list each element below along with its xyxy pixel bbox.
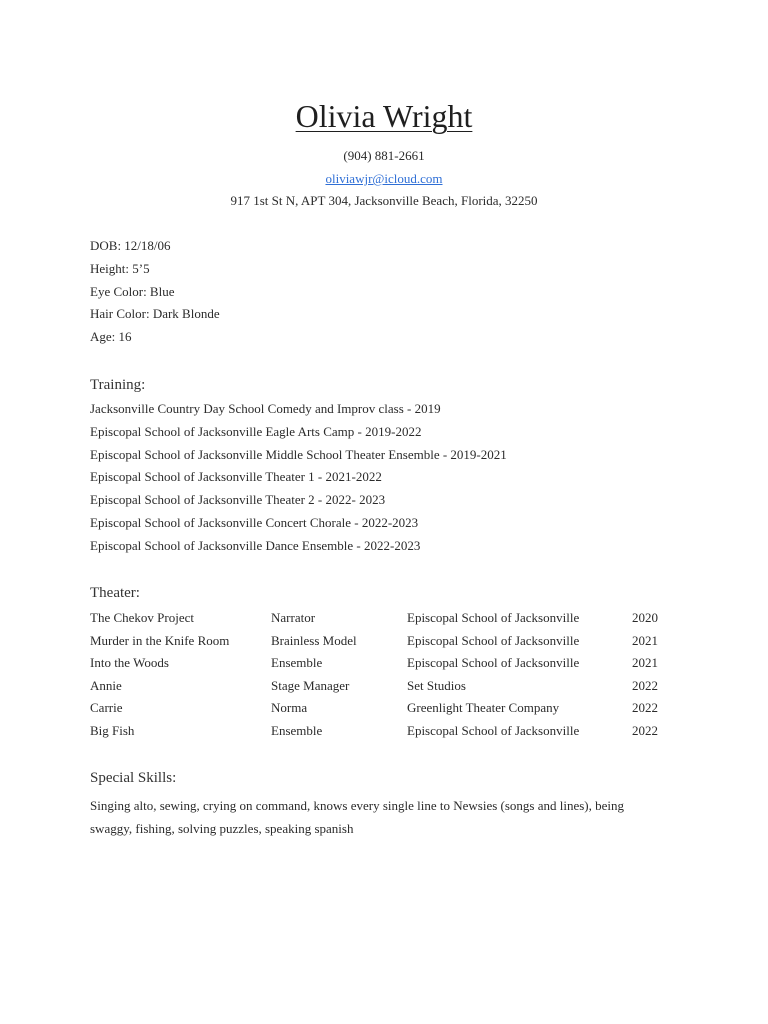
show-role: Stage Manager (271, 677, 350, 693)
show-venue: Episcopal School of Jacksonville (407, 655, 580, 671)
training-item: Episcopal School of Jacksonville Eagle Arts Camp - 2019-2022 (90, 424, 422, 439)
personal-dob: DOB: 12/18/06 (90, 238, 171, 253)
show-role: Ensemble (271, 655, 323, 671)
show-venue: Episcopal School of Jacksonville (407, 610, 580, 625)
show-role: Narrator (271, 610, 316, 625)
personal-hair-color: Hair Color: Dark Blonde (90, 306, 220, 321)
table-row (90, 677, 690, 700)
resume-name: Olivia Wright (295, 98, 473, 134)
show-year: 2020 (632, 610, 658, 625)
show-role: Norma (271, 700, 308, 716)
table-row (90, 609, 690, 632)
show-venue: Set Studios (407, 677, 466, 693)
show-venue: Episcopal School of Jacksonville (407, 722, 580, 738)
show-title: Murder in the Knife Room (90, 632, 230, 648)
training-item: Jacksonville Country Day School Comedy and Improv class - 2019 (90, 401, 441, 416)
training-item: Episcopal School of Jacksonville Dance Ensemble - 2022-2023 (90, 538, 421, 553)
show-title: Annie (90, 677, 122, 693)
contact-address: 917 1st St N, APT 304, Jacksonville Beach, Florida, 32250 (230, 193, 538, 208)
show-venue: Episcopal School of Jacksonville (407, 632, 580, 648)
show-year: 2022 (632, 722, 658, 738)
theater-table (90, 609, 690, 745)
show-title: Carrie (90, 700, 123, 716)
show-year: 2022 (632, 700, 658, 716)
theater-heading: Theater: (90, 585, 140, 601)
table-row (90, 722, 690, 745)
table-row (90, 699, 690, 722)
table-row (90, 632, 690, 655)
show-year: 2022 (632, 677, 658, 693)
training-item: Episcopal School of Jacksonville Theater 1 - 2021-2022 (90, 469, 382, 484)
contact-phone: (904) 881-2661 (343, 148, 425, 163)
show-title: Into the Woods (90, 655, 169, 671)
training-item: Episcopal School of Jacksonville Concert Chorale - 2022-2023 (90, 515, 419, 530)
show-title: The Chekov Project (90, 610, 194, 625)
training-item: Episcopal School of Jacksonville Middle School Theater Ensemble - 2019-2021 (90, 447, 507, 462)
training-item: Episcopal School of Jacksonville Theater 2 - 2022- 2023 (90, 492, 386, 507)
show-role: Ensemble (271, 722, 323, 738)
personal-age: Age: 16 (90, 329, 132, 344)
show-venue: Greenlight Theater Company (407, 700, 560, 716)
personal-height: Height: 5’5 (90, 261, 150, 276)
training-heading: Training: (90, 377, 146, 393)
table-row (90, 654, 690, 677)
show-year: 2021 (632, 655, 658, 671)
contact-email-link[interactable]: oliviawjr@icloud.com (325, 171, 443, 186)
show-title: Big Fish (90, 722, 135, 738)
skills-text: Singing alto, sewing, crying on command, knows every single line to Newsies (songs and lines), being swaggy, fishing, solving puzzles, speaking spanish (90, 798, 625, 836)
show-role: Brainless Model (271, 632, 357, 648)
show-year: 2021 (632, 632, 658, 648)
personal-eye-color: Eye Color: Blue (90, 284, 175, 299)
skills-heading: Special Skills: (90, 770, 177, 786)
